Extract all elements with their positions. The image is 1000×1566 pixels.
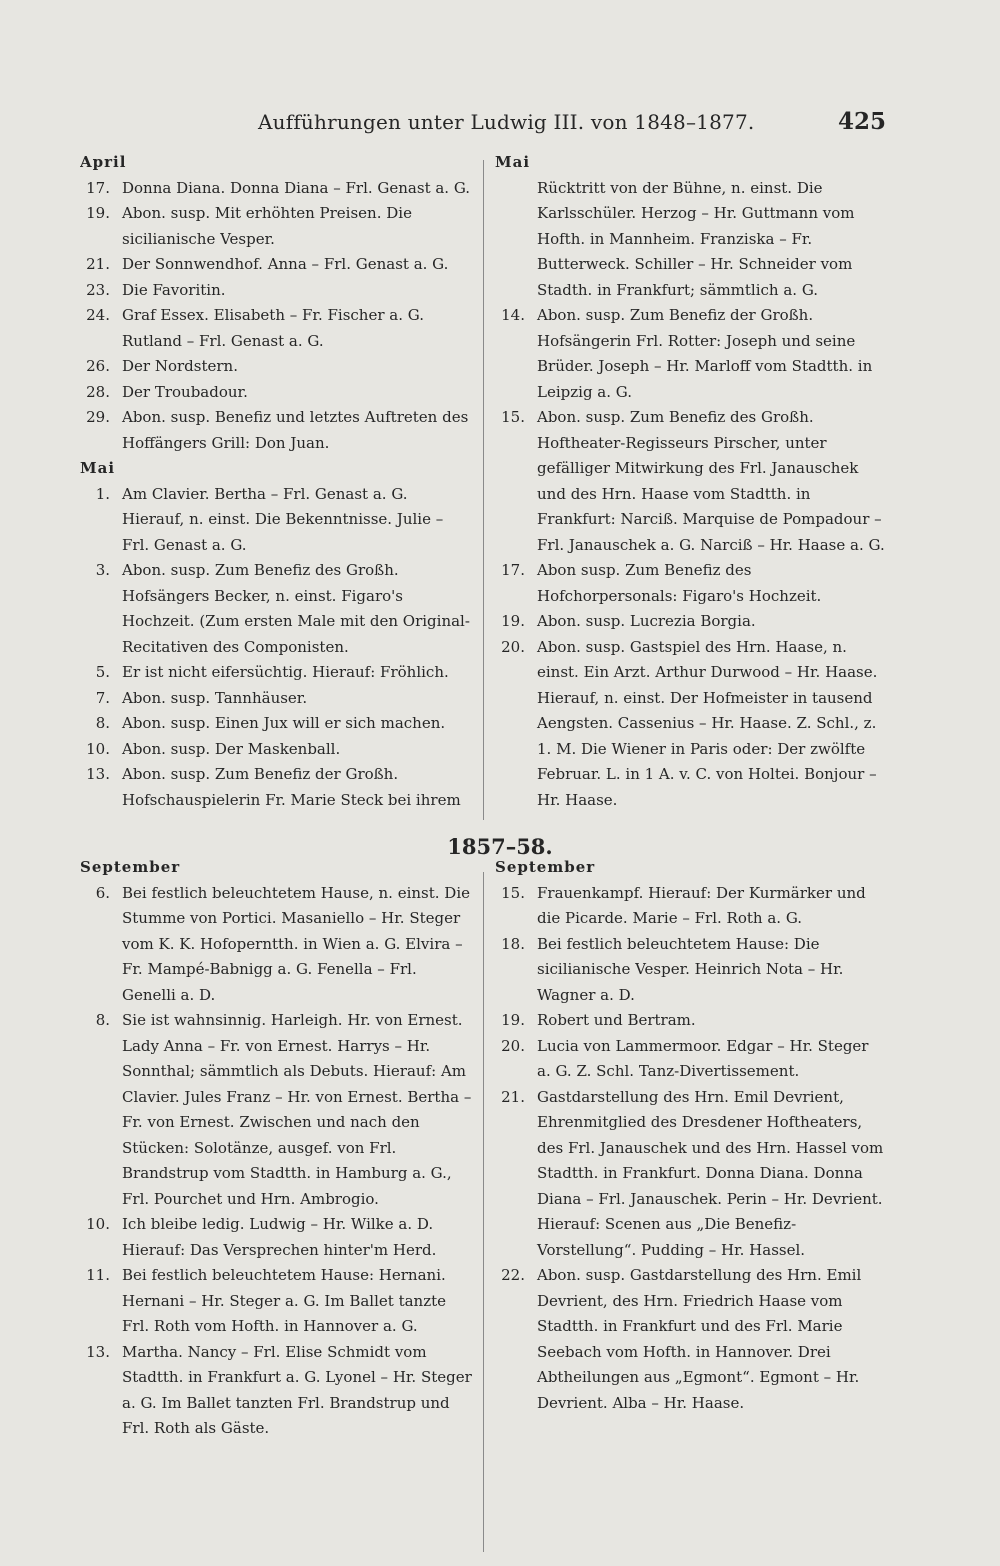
performance-entry [80, 1263, 472, 1340]
entry-day: 17. [501, 561, 525, 579]
entry-day: 7. [95, 688, 110, 707]
performance-entry [80, 762, 472, 813]
entry-day: 29. [86, 408, 110, 426]
entry-text: Robert und Bertram. [537, 1011, 696, 1029]
performance-entry [495, 303, 885, 405]
entry-text: Abon. susp. Benefiz und letztes Auftreten des Hoffängers Grill: Don Juan. [122, 408, 469, 452]
entry-text: Abon. susp. Zum Benefiz der Großh. Hofschauspielerin Fr. Marie Steck bei ihrem [122, 765, 461, 809]
month-heading: Mai [80, 459, 116, 477]
performance-entry [495, 635, 885, 814]
entry-text: Der Troubadour. [122, 382, 248, 401]
month-heading: September [495, 858, 596, 876]
season-heading: 1857–58. [447, 834, 553, 859]
entry-day: 13. [86, 765, 110, 783]
entry-text: Bei festlich beleuchtetem Hause: Hernani. Hernani – Hr. Steger a. G. Im Ballet tanzte Frl. Roth vom Hofth. in Hannover a. G. [122, 1266, 447, 1335]
entry-text: Der Sonnwendhof. Anna – Frl. Genast a. G. [122, 255, 449, 273]
performance-entry [495, 609, 885, 635]
entry-text: Bei festlich beleuchtetem Hause, n. einst. Die Stumme von Portici. Masaniello – Hr. Steger vom K. K. Hofoperntth. in Wien a. G. Elvira – Fr. Mampé-Babnigg a. G. Fenella – Frl. Genelli a. D. [122, 883, 471, 1004]
entry-text: Am Clavier. Bertha – Frl. Genast a. G. Hierauf, n. einst. Die Bekenntnisse. Julie – Frl. Genast a. G. [122, 484, 444, 554]
performance-entry [80, 1212, 472, 1263]
performance-entry [80, 660, 472, 686]
performance-entry [495, 176, 885, 304]
entry-day: 21. [86, 255, 110, 273]
month-heading: September [80, 858, 181, 876]
entry-text: Abon. susp. Mit erhöhten Preisen. Die sicilianische Vesper. [122, 204, 412, 248]
entry-text: Rücktritt von der Bühne, n. einst. Die Karlsschüler. Herzog – Hr. Guttmann vom Hofth. in Mannheim. Franziska – Fr. Butterweck. Schiller – Hr. Schneider vom Stadth. in Frankfurt; sämmtlich a. G. [537, 178, 855, 299]
entry-day: 17. [86, 178, 110, 197]
performance-entry [80, 303, 472, 354]
entry-day: 19. [501, 612, 525, 630]
entry-day: 1. [95, 484, 110, 503]
entry-day: 19. [501, 1011, 525, 1029]
entry-day: 10. [86, 1215, 110, 1233]
entry-day: 21. [501, 1087, 525, 1106]
entry-text: Gastdarstellung des Hrn. Emil Devrient, Ehrenmitglied des Dresdener Hoftheaters, des Frl. Janauschek und des Hrn. Hassel vom Stadtth. in Frankfurt. Donna Diana. Donna Diana – Frl. Janauschek. Perin – Hr. Devrient. Hierauf: Scenen aus „Die Benefiz-Vorstellung“. Pudding – Hr. Hassel. [537, 1087, 884, 1259]
entry-text: Abon. susp. Lucrezia Borgia. [537, 612, 756, 630]
entry-text: Der Nordstern. [122, 357, 238, 375]
entry-day: 28. [86, 382, 110, 401]
entry-text: Sie ist wahnsinnig. Harleigh. Hr. von Ernest. Lady Anna – Fr. von Ernest. Harrys – Hr. Sonnthal; sämmtlich als Debuts. Hierauf: Am Clavier. Jules Franz – Hr. von Ernest. Bertha – Fr. von Ernest. Zwischen und nach den Stücken: Solotänze, ausgef. von Frl. Brandstrup vom Stadtth. in Hamburg a. G., Frl. Pourchet und Hrn. Ambrogio. [122, 1011, 472, 1208]
performance-entry [80, 176, 472, 202]
entry-day: 15. [501, 408, 525, 426]
entry-day: 24. [86, 306, 110, 324]
entry-text: Graf Essex. Elisabeth – Fr. Fischer a. G. Rutland – Frl. Genast a. G. [122, 306, 424, 350]
entry-text: Die Favoritin. [122, 280, 226, 299]
entry-day: 26. [86, 357, 110, 375]
performance-entry [80, 380, 472, 406]
column-top-right [495, 150, 885, 813]
column-divider-bottom [483, 872, 484, 1552]
entry-day: 11. [86, 1266, 110, 1284]
performance-entry [495, 405, 885, 558]
running-title: Aufführungen unter Ludwig III. von 1848–1877. [258, 110, 755, 134]
entry-text: Bei festlich beleuchtetem Hause: Die sicilianische Vesper. Heinrich Nota – Hr. Wagner a. D. [537, 934, 844, 1004]
performance-entry [80, 1340, 472, 1442]
entry-day: 19. [86, 204, 110, 222]
entry-text: Abon. susp. Der Maskenball. [122, 739, 341, 758]
column-bottom-left [80, 855, 472, 1442]
entry-day: 15. [501, 883, 525, 902]
entry-day: 13. [86, 1342, 110, 1361]
column-divider-top [483, 160, 484, 820]
entry-text: Martha. Nancy – Frl. Elise Schmidt vom Stadtth. in Frankfurt a. G. Lyonel – Hr. Steger a. G. Im Ballet tanzten Frl. Brandstrup und Frl. Roth als Gäste. [122, 1342, 472, 1437]
entry-day: 22. [501, 1266, 525, 1284]
performance-entry [495, 932, 885, 1009]
entry-text: Er ist nicht eifersüchtig. Hierauf: Fröhlich. [122, 663, 449, 681]
entry-text: Donna Diana. Donna Diana – Frl. Genast a. G. [122, 178, 471, 197]
entry-day: 8. [95, 714, 110, 732]
page-number: 425 [838, 108, 887, 135]
performance-entry [495, 1263, 885, 1416]
entry-text: Abon. susp. Gastdarstellung des Hrn. Emil Devrient, des Hrn. Friedrich Haase vom Stadtth. in Frankfurt und des Frl. Marie Seebach vom Hofth. in Hannover. Drei Abtheilungen aus „Egmont“. Egmont – Hr. Devrient. Alba – Hr. Haase. [537, 1266, 862, 1412]
month-heading: April [80, 153, 127, 171]
performance-entry [80, 737, 472, 763]
performance-entry [80, 252, 472, 278]
entry-text: Lucia von Lammermoor. Edgar – Hr. Steger a. G. Z. Schl. Tanz-Divertissement. [537, 1036, 869, 1080]
entry-text: Abon. susp. Tannhäuser. [122, 688, 308, 707]
performance-entry [495, 1008, 885, 1034]
entry-text: Frauenkampf. Hierauf: Der Kurmärker und die Picarde. Marie – Frl. Roth a. G. [537, 883, 866, 927]
entry-day: 8. [95, 1011, 110, 1029]
running-head [0, 110, 1000, 142]
performance-entry [80, 1008, 472, 1212]
entry-day: 18. [501, 934, 525, 953]
column-bottom-right [495, 855, 885, 1416]
entry-text: Abon. susp. Zum Benefiz des Großh. Hofsängers Becker, n. einst. Figaro's Hochzeit. (Zum ersten Male mit den Original-Recitativen des Componisten. [122, 561, 470, 656]
entry-day: 5. [95, 663, 110, 681]
performance-entry [495, 881, 885, 932]
entry-day: 14. [501, 306, 525, 324]
entry-text: Ich bleibe ledig. Ludwig – Hr. Wilke a. D. Hierauf: Das Versprechen hinter'm Herd. [122, 1215, 437, 1259]
column-top-left [80, 150, 472, 813]
entry-text: Abon. susp. Zum Benefiz des Großh. Hoftheater-Regisseurs Pirscher, unter gefälliger Mitwirkung des Frl. Janauschek und des Hrn. Haase vom Stadtth. in Frankfurt: Narciß. Marquise de Pompadour – Frl. Janauschek a. G. Narciß – Hr. Haase a. G. [537, 408, 885, 554]
entry-day: 20. [501, 1036, 525, 1055]
performance-entry [80, 686, 472, 712]
performance-entry [80, 354, 472, 380]
month-heading: Mai [495, 153, 531, 171]
entry-text: Abon. susp. Gastspiel des Hrn. Haase, n. einst. Ein Arzt. Arthur Durwood – Hr. Haase. Hierauf, n. einst. Der Hofmeister in tausend Aengsten. Cassenius – Hr. Haase. Z. Schl., z. 1. M. Die Wiener in Paris oder: Der zwölfte Februar. L. in 1 A. v. C. von Holtei. Bonjour – Hr. Haase. [537, 637, 878, 809]
entry-day: 20. [501, 637, 525, 656]
performance-entry [80, 558, 472, 660]
performance-entry [80, 881, 472, 1009]
entry-day: 6. [95, 883, 110, 902]
entry-text: Abon susp. Zum Benefiz des Hofchorpersonals: Figaro's Hochzeit. [537, 561, 822, 605]
performance-entry [80, 405, 472, 456]
entry-day: 10. [86, 739, 110, 758]
performance-entry [495, 1034, 885, 1085]
performance-entry [80, 278, 472, 304]
performance-entry [495, 1085, 885, 1264]
performance-entry [80, 201, 472, 252]
entry-day: 23. [86, 280, 110, 299]
performance-entry [495, 558, 885, 609]
performance-entry [80, 482, 472, 559]
entry-day: 3. [95, 561, 110, 579]
entry-text: Abon. susp. Zum Benefiz der Großh. Hofsängerin Frl. Rotter: Joseph und seine Brüder. Joseph – Hr. Marloff vom Stadtth. in Leipzig a. G. [537, 306, 873, 401]
performance-entry [80, 711, 472, 737]
entry-text: Abon. susp. Einen Jux will er sich machen. [122, 714, 446, 732]
